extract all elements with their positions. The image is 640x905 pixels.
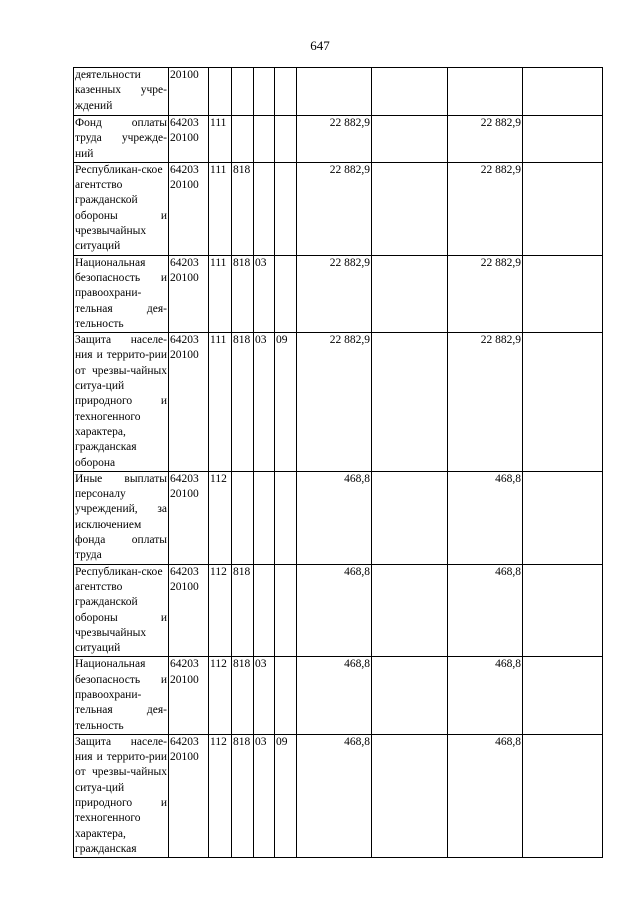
cell-amount-3: 22 882,9 [448, 333, 523, 472]
cell-subsection [275, 564, 297, 657]
cell-section: 03 [254, 657, 275, 734]
cell-ministry-code: 818 [232, 734, 254, 857]
cell-name: Национальная безопасность и правоохрани-тельная дея-тельность [74, 255, 169, 332]
cell-ministry-code: 818 [232, 255, 254, 332]
cell-section [254, 471, 275, 564]
table-row [74, 333, 603, 472]
budget-table [73, 67, 603, 858]
cell-ministry-code: 818 [232, 657, 254, 734]
cell-section [254, 68, 275, 116]
cell-amount-2 [372, 564, 448, 657]
table-row [74, 116, 603, 163]
cell-amount-3 [448, 68, 523, 116]
cell-amount-2 [372, 255, 448, 332]
cell-amount-3: 468,8 [448, 564, 523, 657]
cell-subsection [275, 657, 297, 734]
cell-code: 64203 20100 [169, 333, 209, 472]
cell-amount-3: 22 882,9 [448, 116, 523, 163]
cell-amount-3: 468,8 [448, 734, 523, 857]
cell-subsection: 09 [275, 734, 297, 857]
cell-amount-2 [372, 116, 448, 163]
cell-subsection [275, 255, 297, 332]
cell-expense-type: 112 [209, 471, 232, 564]
table-row [74, 255, 603, 332]
cell-name: Защита населе-ния и террито-рии от чрезвы-чайных ситуа-ций природного и техногенного характера, гражданская [74, 734, 169, 857]
cell-code: 64203 20100 [169, 162, 209, 255]
cell-section [254, 116, 275, 163]
cell-subsection [275, 162, 297, 255]
cell-amount-1 [297, 68, 372, 116]
cell-amount-1: 468,8 [297, 734, 372, 857]
cell-amount-3: 468,8 [448, 471, 523, 564]
cell-expense-type: 112 [209, 734, 232, 857]
cell-name: Иные выплаты персоналу учреждений, за исключением фонда оплаты труда [74, 471, 169, 564]
cell-name: Фонд оплаты труда учрежде-ний [74, 116, 169, 163]
cell-code: 20100 [169, 68, 209, 116]
cell-amount-4 [523, 471, 603, 564]
cell-amount-4 [523, 734, 603, 857]
cell-subsection: 09 [275, 333, 297, 472]
cell-name: Защита населе-ния и террито-рии от чрезвы-чайных ситуа-ций природного и техногенного характера, гражданская оборона [74, 333, 169, 472]
cell-ministry-code: 818 [232, 162, 254, 255]
cell-code: 64203 20100 [169, 734, 209, 857]
cell-amount-4 [523, 255, 603, 332]
table-row [74, 657, 603, 734]
cell-subsection [275, 116, 297, 163]
table-row [74, 471, 603, 564]
cell-amount-2 [372, 657, 448, 734]
cell-code: 64203 20100 [169, 657, 209, 734]
cell-amount-1: 468,8 [297, 564, 372, 657]
cell-ministry-code: 818 [232, 564, 254, 657]
table-row [74, 564, 603, 657]
cell-name: Национальная безопасность и правоохрани-тельная дея-тельность [74, 657, 169, 734]
cell-name: деятельности казенных учре-ждений [74, 68, 169, 116]
cell-expense-type: 111 [209, 162, 232, 255]
cell-amount-2 [372, 471, 448, 564]
cell-ministry-code [232, 116, 254, 163]
page-number: 647 [310, 38, 330, 53]
cell-section: 03 [254, 255, 275, 332]
cell-amount-1: 22 882,9 [297, 162, 372, 255]
cell-amount-4 [523, 162, 603, 255]
cell-expense-type: 112 [209, 564, 232, 657]
cell-amount-4 [523, 68, 603, 116]
cell-section [254, 564, 275, 657]
cell-amount-3: 22 882,9 [448, 162, 523, 255]
cell-amount-2 [372, 734, 448, 857]
cell-amount-3: 22 882,9 [448, 255, 523, 332]
cell-amount-4 [523, 564, 603, 657]
cell-expense-type: 111 [209, 255, 232, 332]
table-row [74, 162, 603, 255]
cell-amount-3: 468,8 [448, 657, 523, 734]
cell-code: 64203 20100 [169, 564, 209, 657]
cell-expense-type [209, 68, 232, 116]
table-row [74, 734, 603, 857]
cell-expense-type: 112 [209, 657, 232, 734]
cell-section [254, 162, 275, 255]
cell-amount-1: 22 882,9 [297, 255, 372, 332]
cell-code: 64203 20100 [169, 116, 209, 163]
cell-amount-1: 22 882,9 [297, 333, 372, 472]
cell-subsection [275, 68, 297, 116]
cell-amount-1: 22 882,9 [297, 116, 372, 163]
cell-amount-2 [372, 68, 448, 116]
cell-amount-2 [372, 333, 448, 472]
cell-ministry-code [232, 68, 254, 116]
cell-ministry-code [232, 471, 254, 564]
cell-amount-2 [372, 162, 448, 255]
cell-section: 03 [254, 333, 275, 472]
cell-code: 64203 20100 [169, 471, 209, 564]
cell-expense-type: 111 [209, 333, 232, 472]
cell-subsection [275, 471, 297, 564]
cell-name: Республикан-ское агентство гражданской обороны и чрезвычайных ситуаций [74, 564, 169, 657]
cell-ministry-code: 818 [232, 333, 254, 472]
cell-amount-4 [523, 657, 603, 734]
cell-section: 03 [254, 734, 275, 857]
cell-code: 64203 20100 [169, 255, 209, 332]
cell-amount-4 [523, 333, 603, 472]
cell-amount-1: 468,8 [297, 471, 372, 564]
cell-amount-1: 468,8 [297, 657, 372, 734]
cell-expense-type: 111 [209, 116, 232, 163]
cell-amount-4 [523, 116, 603, 163]
table-row [74, 68, 603, 116]
cell-name: Республикан-ское агентство гражданской обороны и чрезвычайных ситуаций [74, 162, 169, 255]
